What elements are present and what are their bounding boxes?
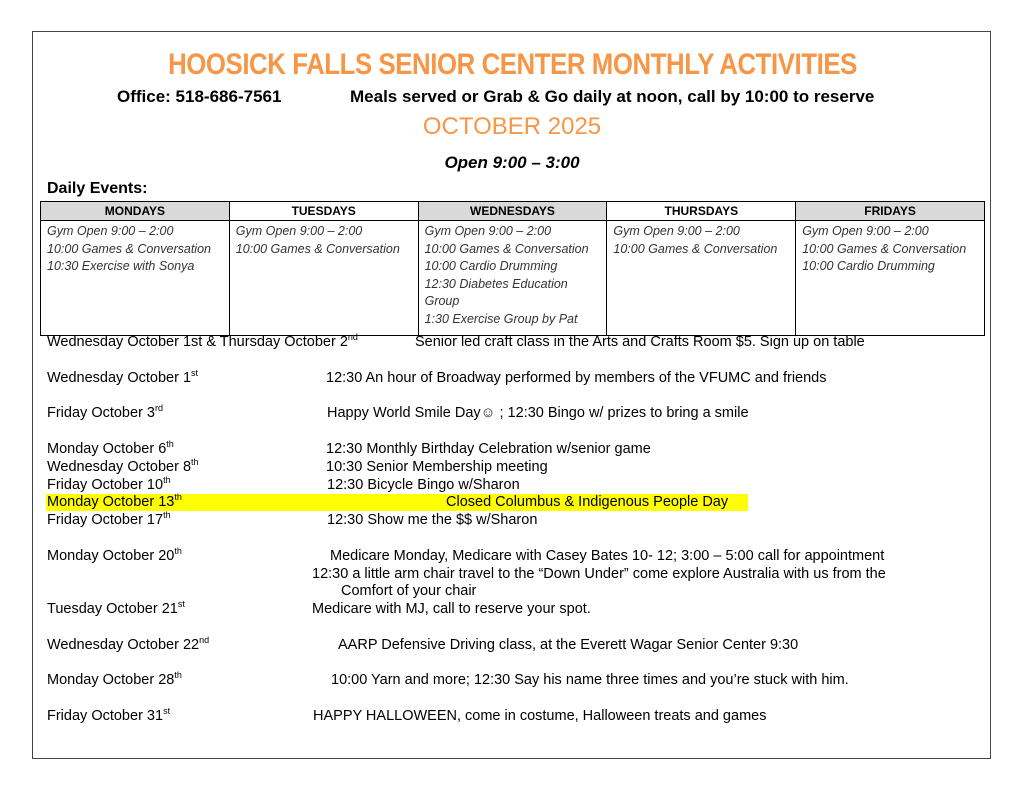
office-phone: Office: 518-686-7561 (117, 87, 282, 106)
event-date-closed: Monday October 13th (47, 492, 182, 510)
event-desc: 10:00 Yarn and more; 12:30 Say his name three times and you’re stuck with him. (331, 672, 849, 688)
event-date: Monday October 6th (47, 439, 174, 457)
event-date: Friday October 31st (47, 706, 171, 724)
daily-item: 10:00 Games & Conversation (47, 241, 211, 256)
event-desc: Senior led craft class in the Arts and Crafts Room $5. Sign up on table (415, 334, 865, 350)
page-title: HOOSICK FALLS SENIOR CENTER MONTHLY ACTIVITIES (167, 48, 857, 81)
meals-info: Meals served or Grab & Go daily at noon, call by 10:00 to reserve (350, 87, 875, 106)
event-desc: Medicare with MJ, call to reserve your spot. (312, 601, 591, 617)
daily-item: 10:30 Exercise with Sonya (47, 259, 195, 273)
event-desc-closed: Closed Columbus & Indigenous People Day (446, 494, 729, 510)
cell-mondays (41, 221, 230, 336)
event-desc: 10:30 Senior Membership meeting (326, 459, 548, 475)
col-header-fridays: FRIDAYS (796, 202, 985, 221)
event-desc: 12:30 An hour of Broadway performed by members of the VFUMC and friends (326, 370, 827, 386)
daily-item: 10:00 Games & Conversation (424, 241, 589, 256)
daily-item: 10:00 Games & Conversation (613, 241, 778, 256)
daily-item: Gym Open 9:00 – 2:00 (47, 224, 174, 238)
cell-fridays (796, 221, 985, 336)
daily-item: 10:00 Games & Conversation (802, 241, 967, 256)
event-desc: Happy World Smile Day☺ ; 12:30 Bingo w/ prizes to bring a smile (327, 405, 749, 421)
daily-events-table (40, 201, 985, 336)
col-header-tuesdays: TUESDAYS (229, 202, 418, 221)
daily-item: Gym Open 9:00 – 2:00 (235, 224, 363, 238)
daily-item: 12:30 Diabetes Education Group (424, 276, 568, 308)
event-date: Wednesday October 1st & Thursday October 2nd (47, 332, 358, 350)
event-desc: 12:30 Show me the $$ w/Sharon (327, 512, 538, 528)
event-date: Friday October 3rd (47, 403, 164, 421)
daily-item: Gym Open 9:00 – 2:00 (613, 224, 740, 238)
event-date: Monday October 20th (47, 546, 182, 564)
event-desc: AARP Defensive Driving class, at the Everett Wagar Senior Center 9:30 (338, 637, 799, 653)
col-header-mondays: MONDAYS (41, 202, 230, 221)
event-date: Friday October 17th (47, 510, 171, 528)
daily-item: 1:30 Exercise Group by Pat (424, 311, 578, 326)
event-desc: Medicare Monday, Medicare with Casey Bates 10- 12; 3:00 – 5:00 call for appointment (330, 548, 885, 564)
cell-tuesdays (229, 221, 418, 336)
daily-item: 10:00 Cardio Drumming (424, 259, 558, 273)
event-date: Wednesday October 22nd (47, 635, 210, 653)
event-desc-line3: Comfort of your chair (341, 583, 477, 599)
daily-item: Gym Open 9:00 – 2:00 (424, 224, 552, 238)
event-date: Tuesday October 21st (47, 599, 185, 617)
event-date: Wednesday October 8th (47, 457, 199, 475)
cell-thursdays (607, 221, 796, 336)
event-desc: HAPPY HALLOWEEN, come in costume, Halloween treats and games (313, 708, 767, 724)
col-header-thursdays: THURSDAYS (607, 202, 796, 221)
event-date: Monday October 28th (47, 670, 182, 688)
daily-item: 10:00 Games & Conversation (235, 241, 400, 256)
event-desc-line2: 12:30 a little arm chair travel to the “Down Under” come explore Australia with us from the (312, 566, 886, 582)
event-date: Wednesday October 1st (47, 368, 199, 386)
event-date: Friday October 10th (47, 475, 171, 493)
daily-events-label: Daily Events: (47, 180, 148, 197)
cell-wednesdays (418, 221, 607, 336)
event-desc: 12:30 Monthly Birthday Celebration w/senior game (326, 441, 651, 457)
month-heading: OCTOBER 2025 (422, 113, 602, 140)
daily-item: Gym Open 9:00 – 2:00 (802, 224, 929, 238)
event-desc: 12:30 Bicycle Bingo w/Sharon (327, 477, 520, 493)
open-hours: Open 9:00 – 3:00 (444, 153, 580, 172)
col-header-wednesdays: WEDNESDAYS (418, 202, 607, 221)
daily-item: 10:00 Cardio Drumming (802, 259, 935, 273)
